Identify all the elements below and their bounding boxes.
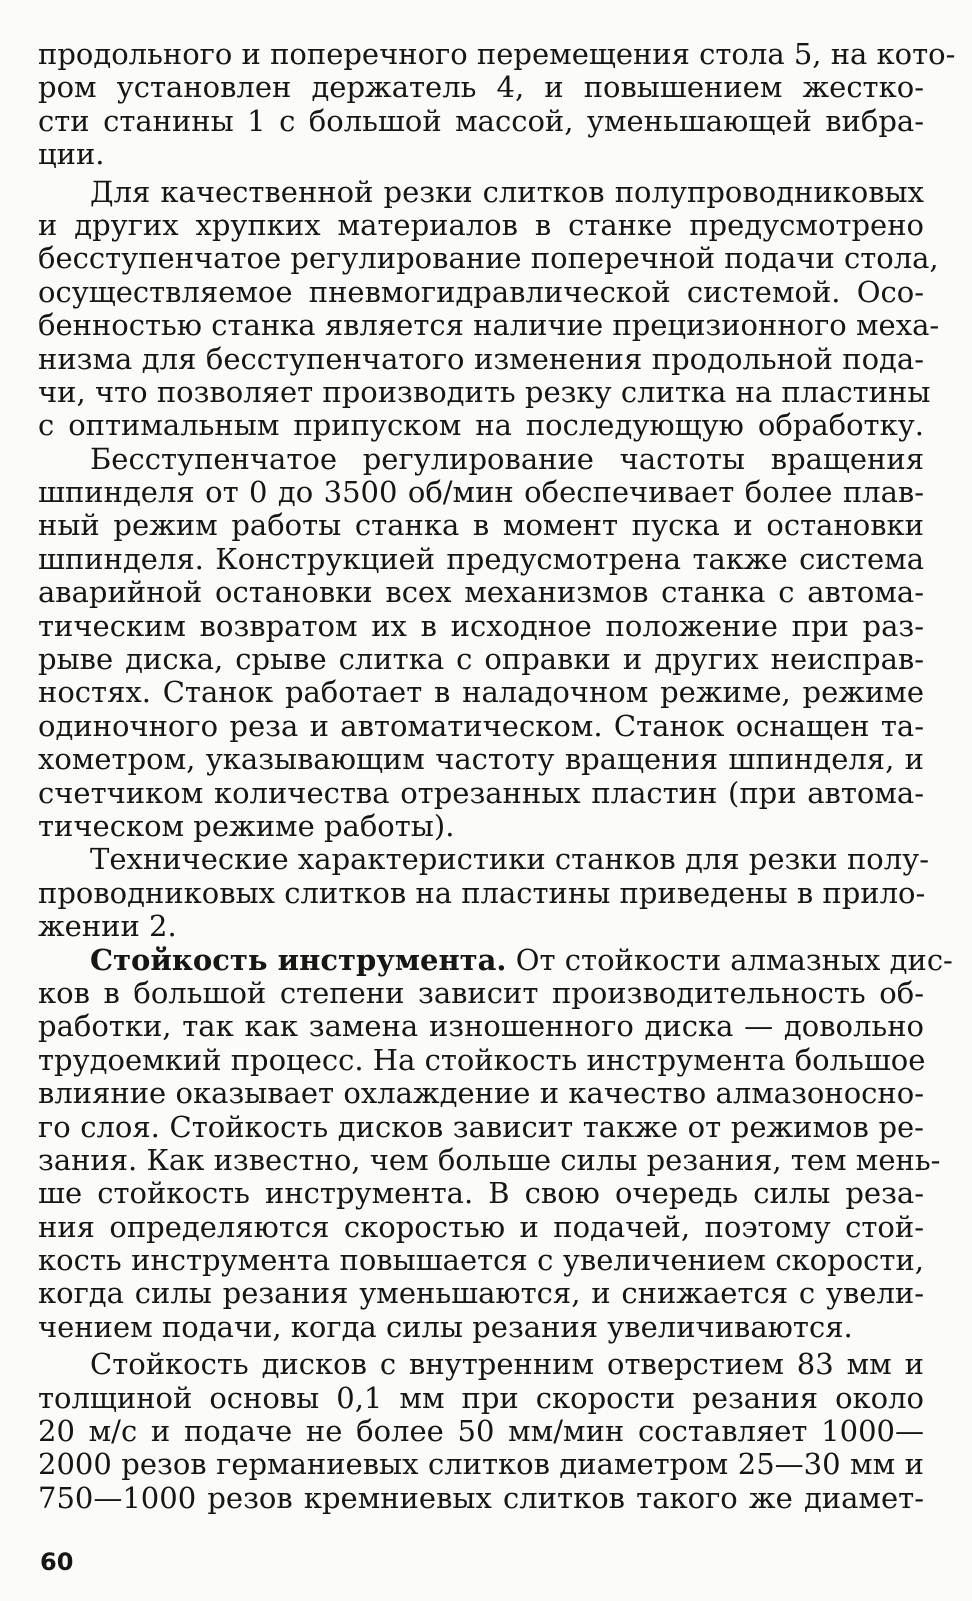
paragraph-3 bbox=[38, 443, 924, 844]
text-line: осуществляемое пневмогидравлической системой. Осо- bbox=[38, 274, 924, 309]
text-line: Технические характеристики станков для резки полу- bbox=[90, 842, 930, 877]
text-line: ции. bbox=[38, 137, 105, 172]
text-line: зания. Как известно, чем больше силы резания, тем мень- bbox=[38, 1142, 941, 1177]
section-lead-heading: Стойкость инструмента. bbox=[90, 942, 507, 977]
text-line bbox=[38, 942, 953, 977]
text-line: чи, что позволяет производить резку слитка на пластины bbox=[38, 374, 931, 409]
text-line: тическим возвратом их в исходное положение при раз- bbox=[38, 608, 924, 643]
paragraph-6 bbox=[38, 1348, 924, 1515]
text-line: Для качественной резки слитков полупроводниковых bbox=[90, 174, 924, 209]
text-line: Бесступенчатое регулирование частоты вращения bbox=[90, 441, 924, 476]
text-line: жении 2. bbox=[38, 909, 177, 944]
text-line: рыве диска, срыве слитка с оправки и других неисправ- bbox=[38, 642, 924, 677]
text-line: с оптимальным припуском на последующую обработку. bbox=[38, 408, 924, 443]
text-line: толщиной основы 0,1 мм при скорости резания около bbox=[38, 1380, 924, 1415]
text-line: когда силы резания уменьшаются, и снижается с увели- bbox=[38, 1276, 924, 1311]
text-line: хометром, указывающим частоту вращения шпинделя, и bbox=[38, 742, 924, 777]
text-line: влияние оказывает охлаждение и качество алмазоносно- bbox=[38, 1076, 924, 1111]
text-line: бесступенчатое регулирование поперечной подачи стола, bbox=[38, 241, 939, 276]
text-line: кость инструмента повышается с увеличением скорости, bbox=[38, 1243, 924, 1278]
text-line: счетчиком количества отрезанных пластин (при автома- bbox=[38, 775, 924, 810]
paragraph-2 bbox=[38, 174, 940, 443]
text-line: сти станины 1 с большой массой, уменьшающей вибра- bbox=[38, 103, 924, 138]
text-line: 20 м/с и подаче не более 50 мм/мин составляет 1000— bbox=[38, 1414, 924, 1449]
text-line: бенностью станка является наличие прецизионного меха- bbox=[38, 308, 940, 343]
text-line: одиночного реза и автоматическом. Станок оснащен та- bbox=[38, 708, 924, 743]
text-line: 2000 резов германиевых слитков диаметром 25—30 мм и bbox=[38, 1447, 924, 1482]
text-line: го слоя. Стойкость дисков зависит также от режимов ре- bbox=[38, 1109, 924, 1144]
text-line: низма для бесступенчатого изменения продольной пода- bbox=[38, 341, 924, 376]
page-number: 60 bbox=[40, 1548, 74, 1576]
text-line: ния определяются скоростью и подачей, поэтому стой- bbox=[38, 1209, 924, 1244]
text-line: проводниковых слитков на пластины приведены в прило- bbox=[38, 875, 926, 910]
text-line: тическом режиме работы). bbox=[38, 808, 455, 843]
paragraph-1 bbox=[38, 37, 956, 172]
text-line: 750—1000 резов кремниевых слитков такого же диамет- bbox=[38, 1480, 924, 1515]
text-line: аварийной остановки всех механизмов станка с автома- bbox=[38, 575, 924, 610]
paragraph-4 bbox=[38, 842, 930, 944]
text-line: шпинделя. Конструкцией предусмотрена также система bbox=[38, 541, 924, 576]
text-line: трудоемкий процесс. На стойкость инструмента большое bbox=[38, 1042, 926, 1077]
text-line: продольного и поперечного перемещения стола 5, на кото- bbox=[38, 37, 956, 71]
text-line: ностях. Станок работает в наладочном режиме, режиме bbox=[38, 675, 924, 710]
text-line: Стойкость дисков с внутренним отверстием 83 мм и bbox=[90, 1347, 924, 1382]
text-line: ный режим работы станка в момент пуска и остановки bbox=[38, 508, 924, 543]
text-fragment: От стойкости алмазных дис- bbox=[506, 942, 953, 977]
text-line: и других хрупких материалов в станке предусмотрено bbox=[38, 207, 924, 242]
paragraph-5 bbox=[38, 942, 953, 1345]
text-line: шпинделя от 0 до 3500 об/мин обеспечивает более плав- bbox=[38, 475, 924, 510]
text-line: чением подачи, когда силы резания увеличиваются. bbox=[38, 1309, 853, 1344]
text-line: ков в большой степени зависит производительность об- bbox=[38, 975, 924, 1010]
text-line: ром установлен держатель 4, и повышением жестко- bbox=[38, 70, 924, 105]
text-line: работки, так как замена изношенного диска — довольно bbox=[38, 1009, 924, 1044]
text-line: ше стойкость инструмента. В свою очередь силы реза- bbox=[38, 1176, 924, 1211]
